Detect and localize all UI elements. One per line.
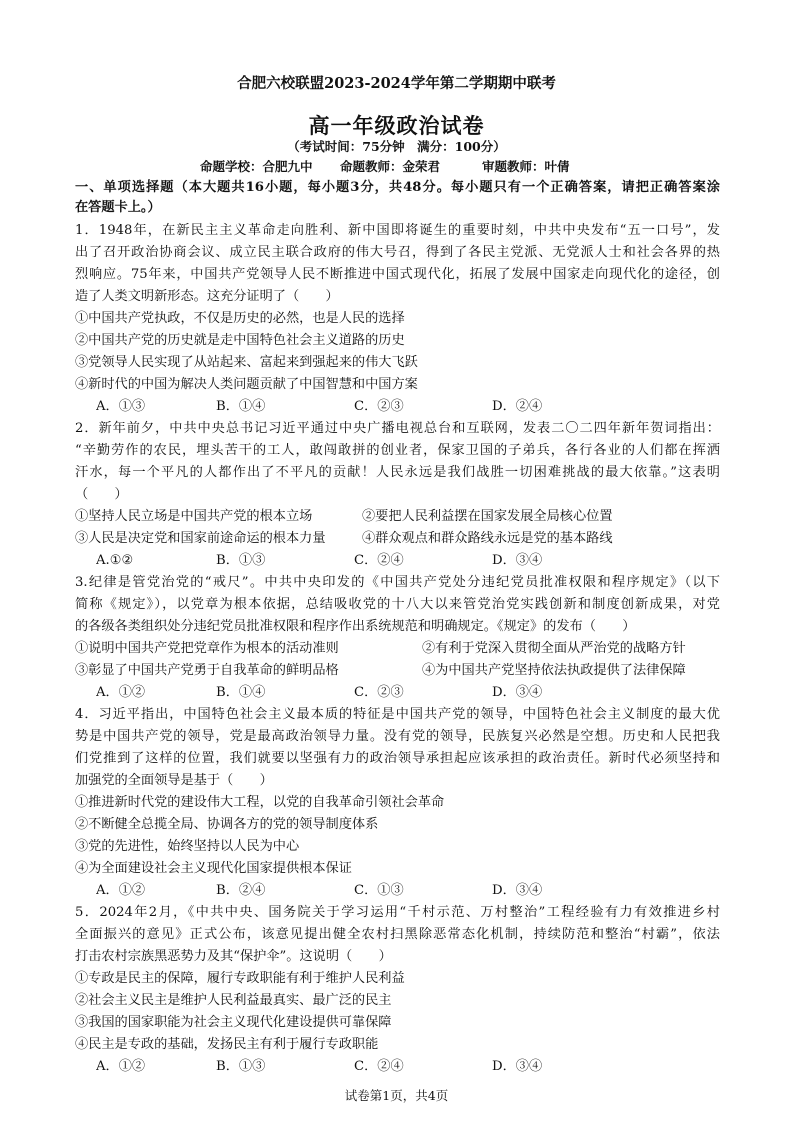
q1-stem-line4: 造了人类文明新形态。这充分证明了（ ） [75,289,339,304]
q3-option-4: ④为中国共产党坚持依法执政提供了法律保障 [422,663,686,678]
q2-option-2: ②要把人民利益摆在国家发展全局核心位置 [362,509,613,524]
q5-option-2: ②社会主义民主是维护人民利益最真实、最广泛的民主 [75,993,392,1008]
q4-stem-line3: 们党推到了这样的位置，我们就要以坚强有力的政治领导承担起应该承担的政治责任。新时代必须坚持和 [75,751,720,766]
q4-option-1: ①推进新时代党的建设伟大工程，以党的自我革命引领社会革命 [75,795,445,810]
q1-option-1: ①中国共产党执政，不仅是历史的必然，也是人民的选择 [75,311,405,326]
q4-option-4: ④为全面建设社会主义现代化国家提供根本保证 [75,861,352,876]
q2-stem-line1: 2．新年前夕，中共中央总书记习近平通过中央广播电视总台和互联网，发表二〇二四年新年贺词指出： [75,421,720,436]
q4-option-3: ③党的先进性，始终坚持以人民为中心 [75,839,300,854]
q3-answer-d: D．③④ [492,685,543,700]
q3-option-2: ②有利于党深入贯彻全面从严治党的战略方针 [422,641,686,656]
q5-stem-line3: 打击农村宗族黑恶势力及其“保护伞”。这说明（ ） [75,949,392,964]
q4-answer-a: A．①② [96,883,146,898]
q3-option-1: ①说明中国共产党把党章作为根本的活动准则 [75,641,339,656]
q1-stem-line3: 烈响应。75年来，中国共产党领导人民不断推进中国式现代化，拓展了发展中国家走向现代化的途径，创 [75,267,720,282]
q5-answer-c: C．②④ [354,1059,404,1074]
q5-stem-line1: 5．2024年2月，《中共中央、国务院关于学习运用“千村示范、万村整治”工程经验有力有效推进乡村 [75,905,720,920]
q4-answer-d: D．③④ [492,883,543,898]
q3-answer-a: A．①② [96,685,146,700]
q4-stem-line1: 4．习近平指出，中国特色社会主义最本质的特征是中国共产党的领导，中国特色社会主义制度的最大优 [75,707,720,722]
page-footer: 试卷第1页，共4页 [344,1088,449,1103]
q1-answer-d: D．②④ [492,399,543,414]
q2-stem-line4: （ ） [75,487,128,502]
q2-answer-d: D．③④ [492,553,543,568]
q3-stem-line3: 的各级各类组织处分违纪党员批准权限和程序作出系统规范和明确规定。《规定》的发布（ ） [75,619,636,634]
q4-option-2: ②不断健全总揽全局、协调各方的党的领导制度体系 [75,817,379,832]
q2-option-4: ④群众观点和群众路线永远是党的基本路线 [362,531,613,546]
q5-stem-line2: 全面振兴的意见》正式公布，该意见提出健全农村扫黑除恶常态化机制，持续防范和整治“村霸”，依法 [75,927,720,942]
q1-stem-line1: 1．1948年，在新民主主义革命走向胜利、新中国即将诞生的重要时刻，中共中央发布“五一口号”，发 [75,223,720,238]
q3-stem-line2: 简称《规定》），以党章为根本依据，总结吸收党的十八大以来管党治党实践创新和制度创新成果，对党 [75,597,720,612]
section-heading-line1: 一、单项选择题（本大题共16小题，每小题3分，共48分。每小题只有一个正确答案，请把正确答案涂 [75,180,720,195]
q3-option-3: ③彰显了中国共产党勇于自我革命的鲜明品格 [75,663,339,678]
reviewer-label: 审题教师：叶倩 [482,159,570,174]
q1-option-4: ④新时代的中国为解决人类问题贡献了中国智慧和中国方案 [75,377,418,392]
q1-option-3: ③党领导人民实现了从站起来、富起来到强起来的伟大飞跃 [75,355,418,370]
page-title: 高一年级政治试卷 [308,113,485,138]
q4-answer-b: B．②④ [216,883,266,898]
q2-option-3: ③人民是决定党和国家前途命运的根本力量 [75,531,326,546]
exam-info: （考试时间：75分钟 满分：100分） [287,139,506,154]
teacher-label: 命题教师：金荣君 [340,159,441,174]
q1-answer-a: A．①③ [96,399,146,414]
q5-option-3: ③我国的国家职能为社会主义现代化建设提供可靠保障 [75,1015,392,1030]
q4-answer-c: C．①③ [354,883,404,898]
q2-answer-a: A.①② [96,553,134,568]
q4-stem-line4: 加强党的全面领导是基于（ ） [75,773,273,788]
q3-answer-c: C．②③ [354,685,404,700]
q5-answer-b: B．①③ [216,1059,266,1074]
alliance-title: 合肥六校联盟2023-2024学年第二学期期中联考 [237,75,556,92]
q2-option-1: ①坚持人民立场是中国共产党的根本立场 [75,509,313,524]
q5-option-1: ①专政是民主的保障，履行专政职能有利于维护人民利益 [75,971,405,986]
q2-answer-c: C．②④ [354,553,404,568]
q3-answer-b: B．①④ [216,685,266,700]
q5-option-4: ④民主是专政的基础，发扬民主有利于履行专政职能 [75,1037,379,1052]
q2-stem-line2: “辛勤劳作的农民，埋头苦干的工人，敢闯敢拼的创业者，保家卫国的子弟兵，各行各业的人们都在挥洒 [75,443,720,458]
q5-answer-a: A．①② [96,1059,146,1074]
section-heading-line2: 在答题卡上。） [75,200,161,215]
q1-option-2: ②中国共产党的历史就是走中国特色社会主义道路的历史 [75,333,405,348]
q5-answer-d: D．③④ [492,1059,543,1074]
q1-stem-line2: 出了召开政治协商会议、成立民主联合政府的伟大号召，得到了各民主党派、无党派人士和社会各界的热 [75,245,720,260]
q2-stem-line3: 汗水，每一个平凡的人都作出了不平凡的贡献！人民永远是我们战胜一切困难挑战的最大依靠。”这表明 [75,465,720,480]
q1-answer-c: C．②③ [354,399,404,414]
q1-answer-b: B．①④ [216,399,266,414]
q2-answer-b: B．①③ [216,553,266,568]
school-label: 命题学校：合肥九中 [200,159,313,174]
q3-stem-line1: 3.纪律是管党治党的“戒尺”。中共中央印发的《中国共产党处分违纪党员批准权限和程序规定》（以下 [75,575,720,590]
q4-stem-line2: 势是中国共产党的领导，党是最高政治领导力量。没有党的领导，民族复兴必然是空想。历史和人民把我 [75,729,720,744]
